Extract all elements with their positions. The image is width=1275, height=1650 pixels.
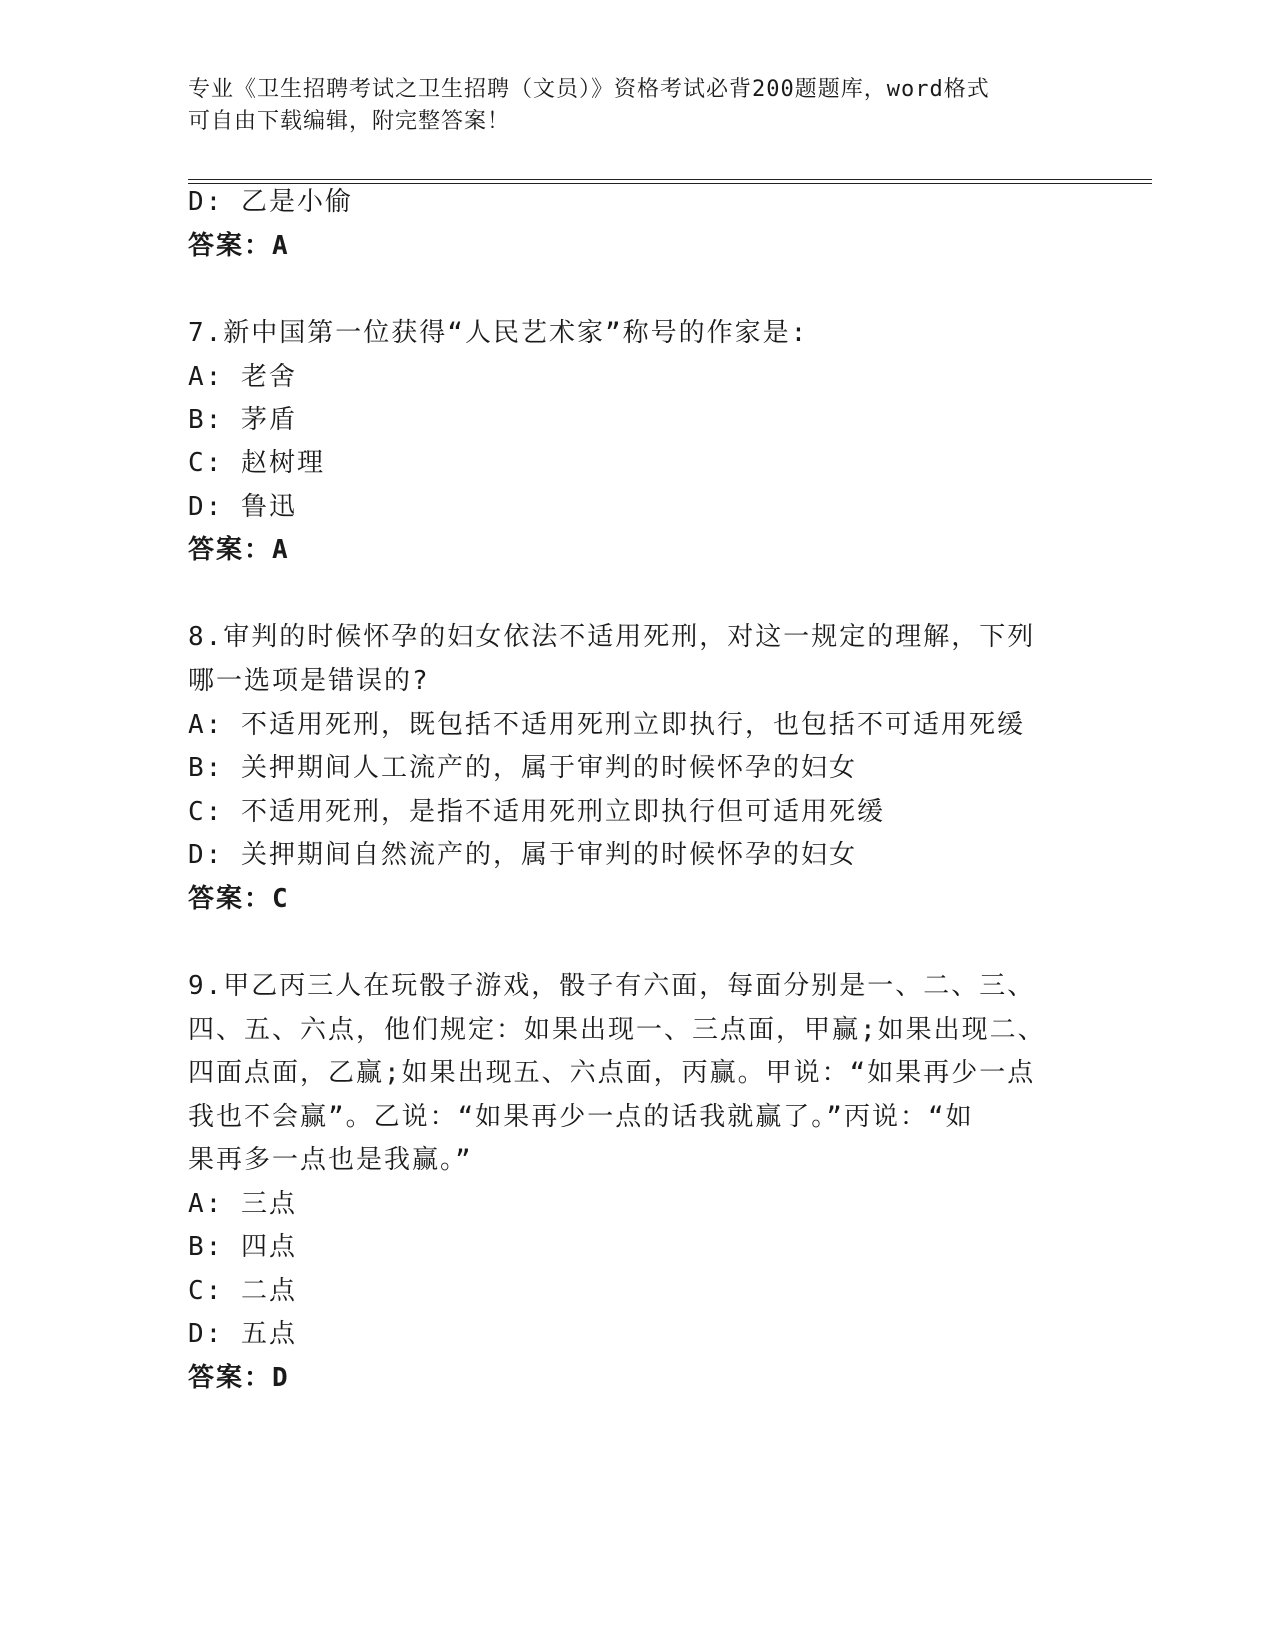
q9-option-d: D: 五点 — [188, 1319, 297, 1349]
q7-option-d: D: 鲁迅 — [188, 492, 297, 522]
q9-stem-line-4: 我也不会赢”。乙说：“如果再少一点的话我就赢了。”丙说：“如 — [188, 1102, 974, 1132]
prev-answer: 答案：A — [188, 231, 290, 261]
q9-stem-line-5: 果再多一点也是我赢。” — [188, 1145, 473, 1175]
header-line-2: 可自由下载编辑，附完整答案！ — [188, 109, 511, 134]
q9-stem-line-1: 9.甲乙丙三人在玩骰子游戏，骰子有六面，每面分别是一、二、三、 — [188, 971, 1036, 1001]
header-line-1: 专业《卫生招聘考试之卫生招聘（文员）》资格考试必背200题题库，word格式 — [188, 77, 990, 102]
prev-option-d: D: 乙是小偷 — [188, 187, 353, 217]
q8-answer: 答案：C — [188, 884, 290, 914]
q9-option-a: A: 三点 — [188, 1189, 297, 1219]
q9-option-b: B: 四点 — [188, 1232, 297, 1262]
header-divider-bottom — [188, 183, 1152, 184]
q9-stem-line-2: 四、五、六点，他们规定：如果出现一、三点面，甲赢;如果出现二、 — [188, 1015, 1046, 1045]
header-divider-top — [188, 179, 1152, 180]
q8-option-d: D: 关押期间自然流产的，属于审判的时候怀孕的妇女 — [188, 840, 857, 870]
header-text — [188, 74, 1068, 138]
q9-answer: 答案：D — [188, 1363, 290, 1393]
q7-stem: 7.新中国第一位获得“人民艺术家”称号的作家是: — [188, 318, 809, 348]
q8-option-b: B: 关押期间人工流产的，属于审判的时候怀孕的妇女 — [188, 753, 857, 783]
q7-option-c: C: 赵树理 — [188, 448, 325, 478]
q8-stem-line-1: 8.审判的时候怀孕的妇女依法不适用死刑，对这一规定的理解，下列 — [188, 622, 1036, 652]
q7-option-a: A: 老舍 — [188, 362, 297, 392]
q9-option-c: C: 二点 — [188, 1276, 297, 1306]
q7-option-b: B: 茅盾 — [188, 405, 297, 435]
q8-option-c: C: 不适用死刑，是指不适用死刑立即执行但可适用死缓 — [188, 797, 885, 827]
q9-stem-line-3: 四面点面，乙赢;如果出现五、六点面，丙赢。甲说：“如果再少一点 — [188, 1058, 1036, 1088]
q8-stem-line-2: 哪一选项是错误的? — [188, 666, 430, 696]
q8-option-a: A: 不适用死刑，既包括不适用死刑立即执行，也包括不可适用死缓 — [188, 710, 1025, 740]
q7-answer: 答案：A — [188, 535, 290, 565]
